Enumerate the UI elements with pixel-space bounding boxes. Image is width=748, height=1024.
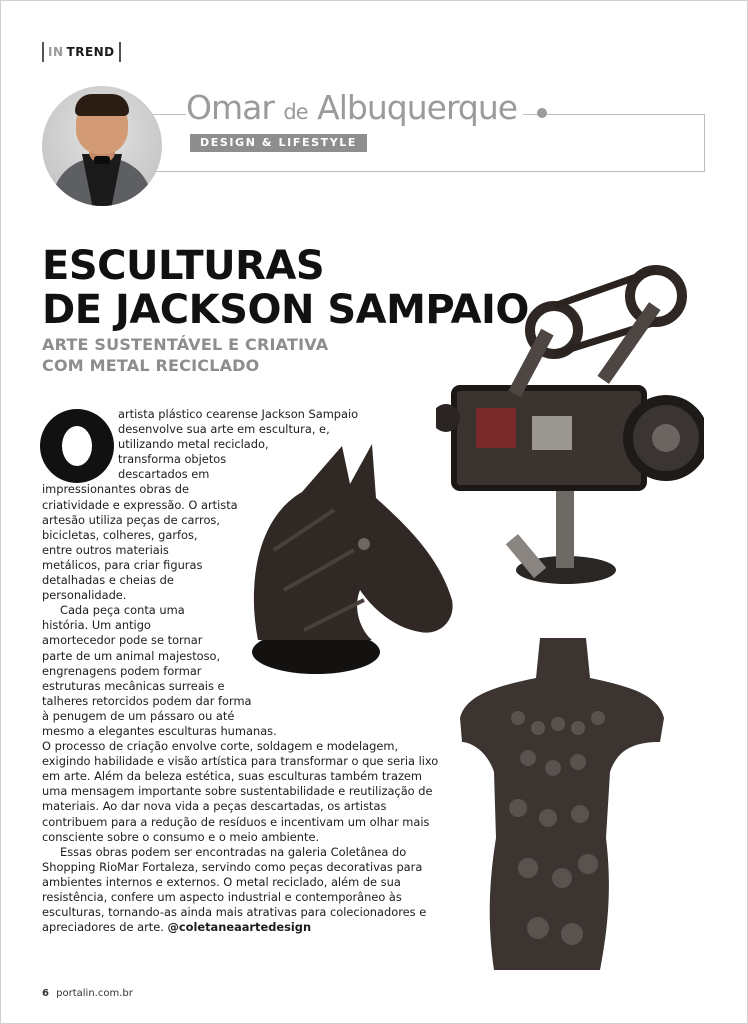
body-line: criatividade e expressão. O artista	[42, 497, 238, 512]
body-line: ambientes internos e externos. O metal reciclado, além de sua	[42, 874, 401, 889]
body-line: entre outros materiais	[42, 542, 169, 557]
body-line: à penugem de um pássaro ou até	[42, 708, 235, 723]
column-badge: DESIGN & LIFESTYLE	[190, 134, 367, 152]
body-line: mesmo a elegantes esculturas humanas.	[42, 723, 277, 738]
subtitle-line: COM METAL RECICLADO	[42, 356, 260, 375]
body-line: esculturas, tornando-as ainda mais atrativas para colecionadores e	[42, 905, 427, 920]
body-line: história. Um antigo	[42, 618, 151, 633]
article-body	[42, 407, 439, 935]
body-paragraph	[42, 407, 439, 935]
author-avatar	[42, 86, 162, 206]
torso-sculpture-image	[458, 638, 668, 970]
section-tag	[42, 42, 121, 62]
subtitle-line: ARTE SUSTENTÁVEL E CRIATIVA	[42, 335, 329, 354]
body-line: talheres retorcidos podem dar forma	[42, 693, 252, 708]
page-footer	[42, 988, 133, 999]
body-line: artesão utiliza peças de carros,	[42, 512, 220, 527]
author-first-name: Omar	[186, 88, 274, 127]
body-line: detalhadas e cheias de	[42, 573, 174, 588]
body-line: impressionantes obras de	[42, 482, 190, 497]
body-line: descartados em	[118, 467, 210, 482]
section-tag-trend: TREND	[66, 45, 115, 59]
body-line: materiais. Ao dar nova vida a peças descartadas, os artistas	[42, 799, 387, 814]
author-name	[186, 88, 523, 127]
body-line: Cada peça conta uma	[60, 603, 185, 618]
body-line: exigindo habilidade e visão artística para transformar o que seria lixo	[42, 754, 439, 769]
body-line: utilizando metal reciclado,	[118, 437, 269, 452]
engine-sculpture-image	[436, 258, 704, 598]
body-line: bicicletas, colheres, garfos,	[42, 527, 198, 542]
body-line: personalidade.	[42, 588, 127, 603]
body-line: resistência, confere um aspecto industrial e contemporâneo às	[42, 890, 402, 904]
body-line: Essas obras podem ser encontradas na galeria Coletânea do	[60, 844, 407, 859]
page-number: 6	[42, 988, 49, 999]
body-line: artista plástico cearense Jackson Sampaio	[118, 407, 359, 421]
body-line: contribuem para a redução de resíduos e incentivam um olhar mais	[42, 814, 430, 829]
body-line: amortecedor pode se tornar	[42, 633, 203, 648]
body-line: em arte. Além da beleza estética, suas esculturas também trazem	[42, 769, 423, 784]
body-line: engrenagens podem formar	[42, 663, 202, 678]
body-line: apreciadores de arte.	[42, 920, 164, 935]
body-line: estruturas mecânicas surreais e	[42, 678, 225, 693]
body-line: O processo de criação envolve corte, soldagem e modelagem,	[42, 739, 399, 754]
body-line: transforma objetos	[118, 452, 227, 467]
author-last-name: Albuquerque	[317, 88, 518, 127]
title-line: ESCULTURAS	[42, 243, 325, 289]
article-subtitle	[42, 334, 328, 376]
instagram-handle-link[interactable]: @coletaneaartedesign	[167, 920, 312, 935]
body-line: parte de um animal majestoso,	[42, 648, 221, 663]
bullet-dot	[537, 108, 547, 118]
body-line: desenvolve sua arte em escultura, e,	[118, 422, 330, 437]
section-tag-in: IN	[48, 45, 64, 59]
body-line: Shopping RioMar Fortaleza, servindo como peças decorativas para	[42, 859, 423, 874]
body-line: consciente sobre o consumo e o meio ambiente.	[42, 829, 320, 844]
author-particle: de	[283, 100, 308, 124]
body-line: metálicos, para criar figuras	[42, 557, 203, 572]
site-url: portalin.com.br	[56, 988, 133, 999]
title-line: DE JACKSON SAMPAIO	[42, 287, 529, 333]
body-line: uma mensagem importante sobre sustentabilidade e reutilização de	[42, 784, 433, 799]
